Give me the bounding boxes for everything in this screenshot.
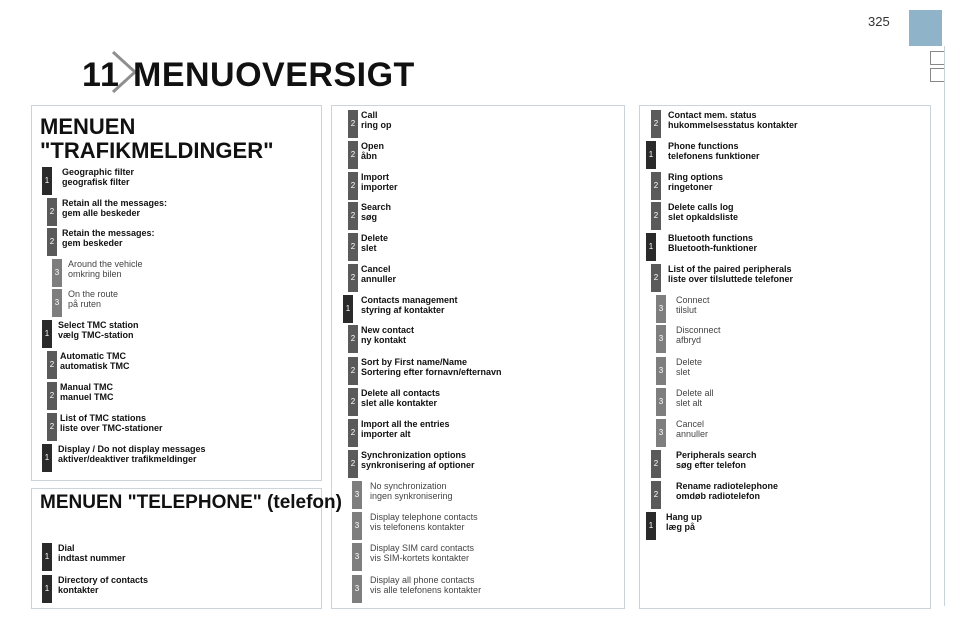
chapter-number: 11 bbox=[82, 56, 120, 94]
menu-item-retain-all-messages: Retain all the messages: gem alle beskeder bbox=[62, 198, 168, 218]
level-badge: 3 bbox=[352, 575, 362, 603]
level-badge: 1 bbox=[646, 141, 656, 169]
level-badge: 2 bbox=[47, 228, 57, 256]
traffic-menu-title bbox=[40, 115, 274, 163]
level-badge: 2 bbox=[348, 141, 358, 169]
menu-item-disconnect: Disconnect afbryd bbox=[676, 325, 721, 345]
menu-item-ring-options: Ring options ringetoner bbox=[668, 172, 723, 192]
level-badge: 1 bbox=[646, 233, 656, 261]
menu-item-display-all-phone-contacts: Display all phone contacts vis alle telefonens kontakter bbox=[370, 575, 482, 595]
level-badge: 2 bbox=[651, 450, 661, 478]
level-badge: 2 bbox=[651, 264, 661, 292]
menu-item-import-all-entries: Import all the entries importer alt bbox=[361, 419, 450, 439]
level-badge: 3 bbox=[656, 357, 666, 385]
menu-item-display-messages: Display / Do not display messages aktiver/deaktiver trafikmeldinger bbox=[58, 444, 206, 464]
level-badge: 3 bbox=[52, 259, 62, 287]
menu-item-no-synchronization: No synchronization ingen synkronisering bbox=[370, 481, 453, 501]
level-badge: 3 bbox=[656, 325, 666, 353]
menu-item-cancel-peripheral: Cancel annuller bbox=[676, 419, 709, 439]
level-badge: 2 bbox=[348, 202, 358, 230]
level-badge: 3 bbox=[52, 289, 62, 317]
level-badge: 1 bbox=[42, 543, 52, 571]
menu-item-delete-all-contacts: Delete all contacts slet alle kontakter bbox=[361, 388, 441, 408]
menu-item-contacts-management: Contacts management styring af kontakter bbox=[361, 295, 458, 315]
level-badge: 1 bbox=[343, 295, 353, 323]
menu-item-paired-peripherals: List of the paired peripherals liste over tilsluttede telefoner bbox=[668, 264, 794, 284]
traffic-menu-title-line1: MENUEN bbox=[40, 114, 136, 139]
level-badge: 2 bbox=[348, 357, 358, 385]
menu-item-list-tmc-stations: List of TMC stations liste over TMC-stationer bbox=[60, 413, 163, 433]
menu-item-delete-peripheral: Delete slet bbox=[676, 357, 703, 377]
menu-item-contact-mem-status: Contact mem. status hukommelsesstatus kontakter bbox=[668, 110, 798, 130]
menu-item-delete-all-peripherals: Delete all slet alt bbox=[676, 388, 714, 408]
menu-item-import: Import importer bbox=[361, 172, 398, 192]
menu-item-automatic-tmc: Automatic TMC automatisk TMC bbox=[60, 351, 130, 371]
level-badge: 2 bbox=[47, 198, 57, 226]
level-badge: 2 bbox=[348, 172, 358, 200]
level-badge: 3 bbox=[352, 512, 362, 540]
menu-item-cancel: Cancel annuller bbox=[361, 264, 397, 284]
level-badge: 2 bbox=[348, 233, 358, 261]
level-badge: 2 bbox=[348, 325, 358, 353]
menu-item-on-route: On the route på ruten bbox=[68, 289, 119, 309]
level-badge: 1 bbox=[42, 167, 52, 195]
level-badge: 3 bbox=[656, 419, 666, 447]
level-badge: 2 bbox=[348, 419, 358, 447]
menu-item-display-telephone-contacts: Display telephone contacts vis telefonens kontakter bbox=[370, 512, 478, 532]
level-badge: 2 bbox=[348, 450, 358, 478]
menu-item-rename-radiotelephone: Rename radiotelephone omdøb radiotelefon bbox=[676, 481, 779, 501]
menu-item-connect: Connect tilslut bbox=[676, 295, 710, 315]
checkbox-square-icon bbox=[930, 68, 945, 82]
menu-item-new-contact: New contact ny kontakt bbox=[361, 325, 415, 345]
page-number: 325 bbox=[868, 14, 890, 29]
menu-item-bluetooth-functions: Bluetooth functions Bluetooth-funktioner bbox=[668, 233, 757, 253]
level-badge: 1 bbox=[42, 320, 52, 348]
level-badge: 3 bbox=[352, 481, 362, 509]
level-badge: 2 bbox=[651, 110, 661, 138]
menu-item-search: Search søg bbox=[361, 202, 392, 222]
level-badge: 2 bbox=[651, 481, 661, 509]
level-badge: 2 bbox=[348, 388, 358, 416]
level-badge: 2 bbox=[47, 413, 57, 441]
menu-item-display-sim-contacts: Display SIM card contacts vis SIM-kortets kontakter bbox=[370, 543, 475, 563]
level-badge: 3 bbox=[656, 388, 666, 416]
traffic-menu-title-line2: "TRAFIKMELDINGER" bbox=[40, 138, 274, 163]
level-badge: 2 bbox=[651, 172, 661, 200]
menu-item-synchronization-options: Synchronization options synkronisering af optioner bbox=[361, 450, 475, 470]
level-badge: 3 bbox=[656, 295, 666, 323]
checkbox-square-icon bbox=[930, 51, 945, 65]
menu-item-select-tmc-station: Select TMC station vælg TMC-station bbox=[58, 320, 139, 340]
level-badge: 2 bbox=[47, 382, 57, 410]
menu-item-open: Open åbn bbox=[361, 141, 385, 161]
menu-item-manual-tmc: Manual TMC manuel TMC bbox=[60, 382, 114, 402]
telephone-menu-title: MENUEN "TELEPHONE" (telefon) bbox=[40, 492, 342, 513]
menu-item-delete: Delete slet bbox=[361, 233, 389, 253]
level-badge: 2 bbox=[47, 351, 57, 379]
level-badge: 2 bbox=[348, 264, 358, 292]
menu-item-phone-functions: Phone functions telefonens funktioner bbox=[668, 141, 760, 161]
level-badge: 1 bbox=[42, 444, 52, 472]
menu-item-retain-messages: Retain the messages: gem beskeder bbox=[62, 228, 155, 248]
sidebar-divider bbox=[944, 46, 945, 606]
chapter-tab bbox=[909, 10, 942, 46]
menu-item-sort-by-name: Sort by First name/Name Sortering efter fornavn/efternavn bbox=[361, 357, 502, 377]
menu-item-dial: Dial indtast nummer bbox=[58, 543, 126, 563]
menu-item-call: Call ring op bbox=[361, 110, 392, 130]
menu-item-geographic-filter: Geographic filter geografisk filter bbox=[62, 167, 135, 187]
menu-item-hang-up: Hang up læg på bbox=[666, 512, 702, 532]
level-badge: 3 bbox=[352, 543, 362, 571]
menu-item-directory-contacts: Directory of contacts kontakter bbox=[58, 575, 149, 595]
level-badge: 1 bbox=[646, 512, 656, 540]
menu-item-peripherals-search: Peripherals search søg efter telefon bbox=[676, 450, 757, 470]
level-badge: 2 bbox=[348, 110, 358, 138]
level-badge: 1 bbox=[42, 575, 52, 603]
level-badge: 2 bbox=[651, 202, 661, 230]
chapter-title: MENUOVERSIGT bbox=[133, 56, 415, 94]
menu-item-around-vehicle: Around the vehicle omkring bilen bbox=[68, 259, 143, 279]
menu-item-delete-calls-log: Delete calls log slet opkaldsliste bbox=[668, 202, 739, 222]
